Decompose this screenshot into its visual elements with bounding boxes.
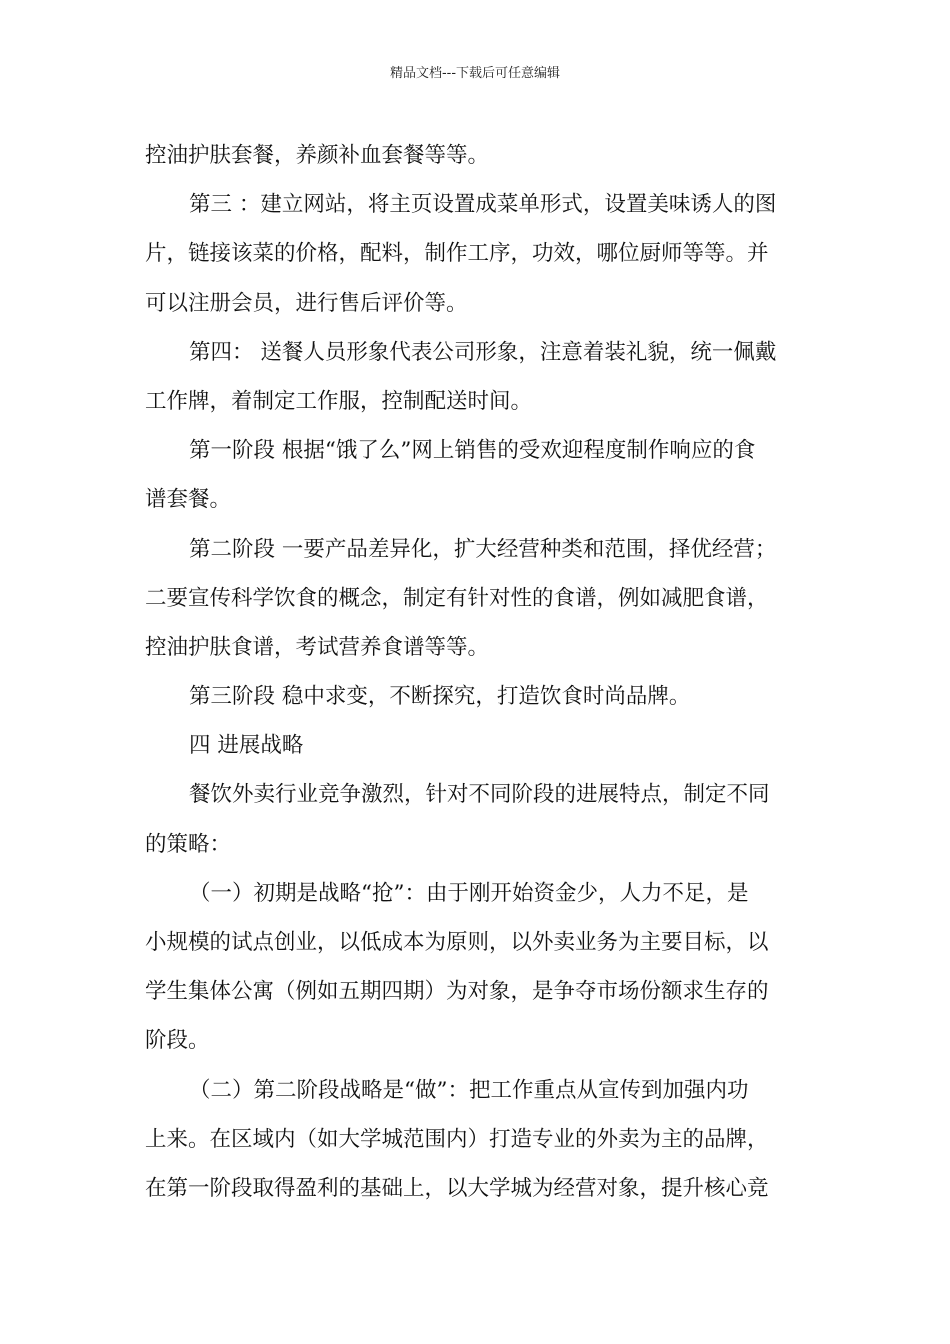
page-header: 精品文档---下载后可任意编辑 [389,66,561,81]
text-line: 第四： 送餐人员形象代表公司形象，注意着装礼貌，统一佩戴 [189,339,777,365]
text-line: 的策略： [145,831,232,857]
text-line: 控油护肤套餐，养颜补血套餐等等。 [145,143,490,168]
text-line: 餐饮外卖行业竞争激烈，针对不同阶段的进展特点，制定不同 [189,782,770,808]
text-line: 控油护肤食谱，考试营养食谱等等。 [145,634,490,660]
text-line: 在第一阶段取得盈利的基础上，以大学城为经营对象，提升核心竞 [145,1175,769,1201]
text-line: 学生集体公寓（例如五期四期）为对象，是争夺市场份额求生存的 [145,979,769,1005]
text-line: （二）第二阶段战略是“做”：把工作重点从宣传到加强内功 [189,1077,749,1103]
text-line: 工作牌，着制定工作服，控制配送时间。 [145,388,533,414]
text-line: 片，链接该菜的价格，配料，制作工序，功效，哪位厨师等等。并 [145,241,769,267]
text-line: 可以注册会员，进行售后评价等。 [145,290,468,316]
text-line: 二要宣传科学饮食的概念，制定有针对性的食谱，例如减肥食谱， [145,585,769,611]
text-line: 谱套餐。 [145,487,232,513]
text-line: 第三阶段 稳中求变，不断探究，打造饮食时尚品牌。 [189,684,691,710]
text-line: 小规模的试点创业，以低成本为原则，以外卖业务为主要目标，以 [145,930,769,955]
section-heading: 四 进展战略 [189,733,304,759]
text-line: （一）初期是战略“抢”：由于刚开始资金少，人力不足，是 [189,880,749,906]
text-line: 第一阶段 根据“饿了么”网上销售的受欢迎程度制作响应的食 [189,438,756,464]
document-body [145,131,810,1213]
text-line: 上来。在区域内（如大学城范围内）打造专业的外卖为主的品牌， [145,1126,769,1152]
text-line: 第三 ：建立网站，将主页设置成菜单形式，设置美味诱人的图 [189,192,777,218]
text-line: 第二阶段 一要产品差异化，扩大经营种类和范围，择优经营； [189,536,777,562]
text-line: 阶段。 [145,1028,210,1054]
